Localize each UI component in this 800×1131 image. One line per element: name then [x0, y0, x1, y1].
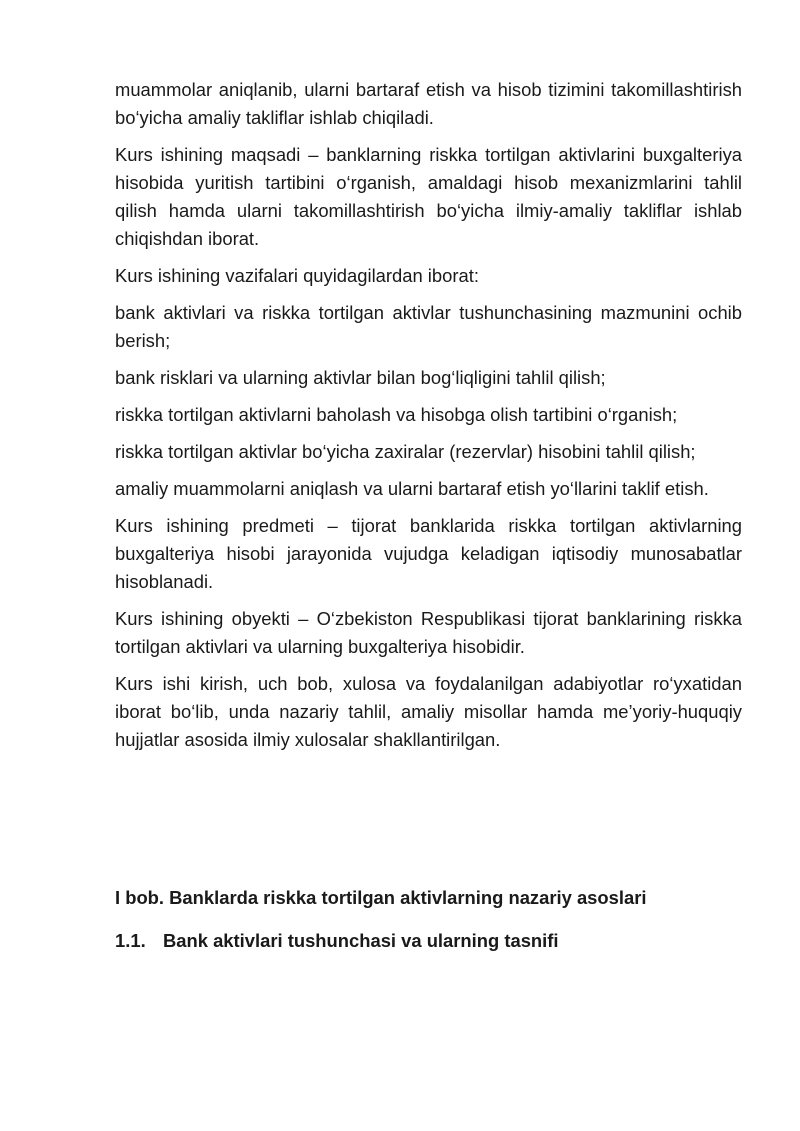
paragraph-aim: Kurs ishining maqsadi – banklarning riskka tortilgan aktivlarini buxgalteriya hisobida yuritish tartibini o‘rganish, amaldagi hisob mexanizmlarini tahlil qilish hamda ularni takomillashtirish bo‘yicha ilmiy-amaliy takliflar ishlab chiqishdan iborat. [115, 144, 742, 249]
task-item-2: bank risklari va ularning aktivlar bilan bog‘liqligini tahlil qilish; [115, 367, 606, 388]
section-number: 1.1. [115, 930, 146, 951]
section-title: Bank aktivlari tushunchasi va ularning tasnifi [163, 930, 559, 951]
task-item-3: riskka tortilgan aktivlarni baholash va hisobga olish tartibini o‘rganish; [115, 404, 678, 425]
paragraph-intro-continuation: muammolar aniqlanib, ularni bartaraf etish va hisob tizimini takomillashtirish bo‘yicha amaliy takliflar ishlab chiqiladi. [115, 79, 742, 128]
paragraph-subject: Kurs ishining predmeti – tijorat banklarida riskka tortilgan aktivlarning buxgalteriya hisobi jarayonida vujudga keladigan iqtisodiy munosabatlar hisoblanadi. [115, 515, 742, 592]
blank-space [115, 763, 742, 884]
paragraph-structure: Kurs ishi kirish, uch bob, xulosa va foydalanilgan adabiyotlar ro‘yxatidan iborat bo‘lib, unda nazariy tahlil, amaliy misollar hamda me’yoriy-huquqiy hujjatlar asosida ilmiy xulosalar shakllantirilgan. [115, 673, 742, 750]
paragraph-object: Kurs ishining obyekti – O‘zbekiston Respublikasi tijorat banklarining riskka tortilgan aktivlari va ularning buxgalteriya hisobidir. [115, 608, 742, 657]
task-item-1: bank aktivlari va riskka tortilgan aktivlar tushunchasining mazmunini ochib berish; [115, 302, 742, 351]
section-heading [115, 927, 742, 955]
task-item-4: riskka tortilgan aktivlar bo‘yicha zaxiralar (rezervlar) hisobini tahlil qilish; [115, 441, 696, 462]
document-page [115, 76, 742, 955]
paragraph-tasks-heading: Kurs ishining vazifalari quyidagilardan iborat: [115, 265, 479, 286]
chapter-heading: I bob. Banklarda riskka tortilgan aktivlarning nazariy asoslari [115, 887, 647, 908]
task-item-5: amaliy muammolarni aniqlash va ularni bartaraf etish yo‘llarini taklif etish. [115, 478, 709, 499]
